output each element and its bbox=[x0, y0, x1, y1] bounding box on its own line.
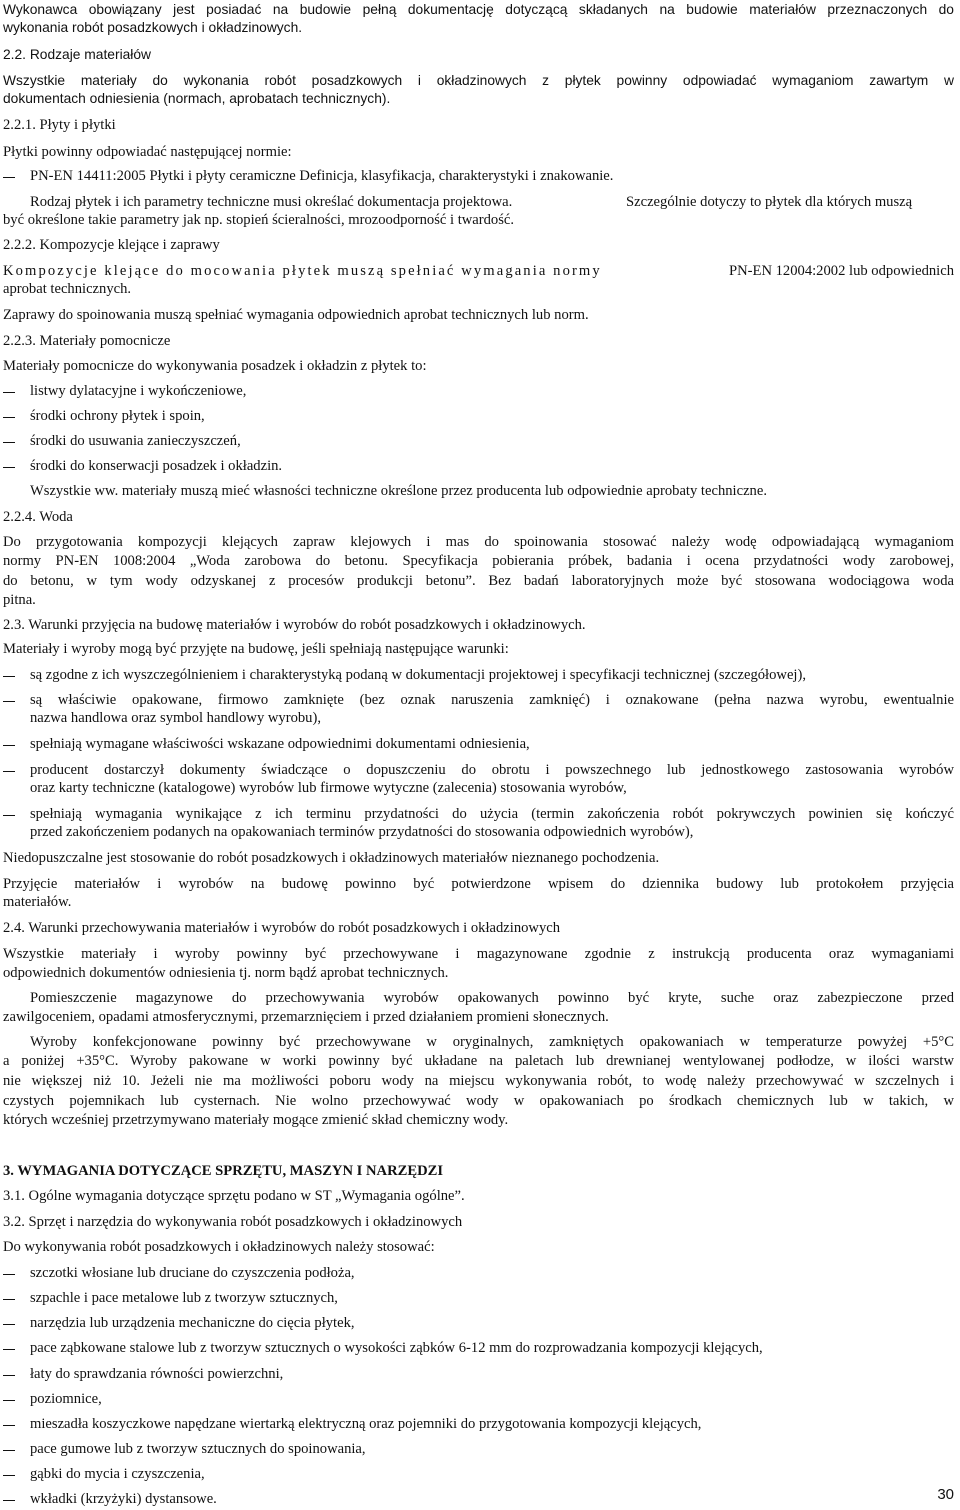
bullet-dash bbox=[3, 1349, 15, 1350]
bullet-dash bbox=[3, 1299, 15, 1300]
paragraph-line: Szczególnie dotyczy to płytek dla których muszą bbox=[626, 194, 913, 210]
section-heading-2-2-4: 2.2.4. Woda bbox=[3, 509, 73, 525]
list-item-continuation: oraz karty techniczne (katalogowe) wyrobów lub firmowe wytyczne (zalecenia) stosowania wyrobów, bbox=[30, 780, 627, 796]
section-heading-3-1: 3.1. Ogólne wymagania dotyczące sprzętu podano w ST „Wymagania ogólne”. bbox=[3, 1188, 465, 1204]
paragraph-line: Wszystkie materiały i wyroby powinny być przechowywane i magazynowane zgodnie z instrukcją producenta oraz wymaganiami bbox=[3, 946, 954, 962]
paragraph-line: których wcześniej przetrzymywano materiały mogące zmienić skład chemiczny wody. bbox=[3, 1112, 509, 1128]
list-item: łaty do sprawdzania równości powierzchni, bbox=[30, 1366, 284, 1382]
bullet-dash bbox=[3, 1425, 15, 1426]
bullet-item: PN-EN 14411:2005 Płytki i płyty ceramiczne Definicja, klasyfikacja, charakterystyki i znakowanie. bbox=[30, 168, 614, 184]
list-item: producent dostarczył dokumenty świadczące o dopuszczeniu do obrotu i powszechnego lub jednostkowego zastosowania wyrobów bbox=[30, 762, 954, 778]
chapter-heading-3: 3. WYMAGANIA DOTYCZĄCE SPRZĘTU, MASZYN I NARZĘDZI bbox=[3, 1163, 444, 1179]
list-item: poziomnice, bbox=[30, 1391, 102, 1407]
bullet-dash bbox=[3, 1375, 15, 1376]
list-item-continuation: przed zakończeniem podanych na opakowaniach terminów przydatności do stosowania odpowiednich wyrobów), bbox=[30, 824, 694, 840]
list-item: listwy dylatacyjne i wykończeniowe, bbox=[30, 383, 247, 399]
paragraph-line: nie większej niż 10. Jeżeli nie ma możliwości poboru wody na miejscu wykonywania robót, to wodę należy przechowywać w szczelnych i bbox=[3, 1073, 954, 1089]
list-item: są właściwie opakowane, firmowo zamknięte (bez oznak naruszenia zamknięć) i oznakowane (pełna nazwa wyrobu, ewentualnie bbox=[30, 692, 954, 708]
list-item: spełniają wymagane właściwości wskazane odpowiednimi dokumentami odniesienia, bbox=[30, 736, 530, 752]
paragraph-line: normy PN-EN 1008:2004 „Woda zarobowa do betonu. Specyfikacja pobierania próbek, badania i ocena przydatności wody zarobowej, bbox=[3, 553, 954, 569]
paragraph-line: zawilgoceniem, opadami atmosferycznymi, przemarznięciem i przed działaniem promieni słonecznych. bbox=[3, 1009, 609, 1025]
paragraph-line: Płytki powinny odpowiadać następującej normie: bbox=[3, 144, 292, 160]
bullet-dash bbox=[3, 467, 15, 468]
bullet-dash bbox=[3, 177, 15, 178]
bullet-dash bbox=[3, 1324, 15, 1325]
paragraph-line: Przyjęcie materiałów i wyrobów na budowę powinno być potwierdzone wpisem do dziennika budowy lub protokołem przyjęcia bbox=[3, 876, 954, 892]
paragraph-spaced-text: Kompozycje klejące do mocowania płytek muszą spełniać wymagania normy bbox=[3, 263, 602, 279]
list-item: wkładki (krzyżyki) dystansowe. bbox=[30, 1491, 217, 1507]
paragraph-line: Zaprawy do spoinowania muszą spełniać wymagania odpowiednich aprobat technicznych lub norm. bbox=[3, 307, 589, 323]
list-item: środki do usuwania zanieczyszczeń, bbox=[30, 433, 241, 449]
paragraph-line: pitna. bbox=[3, 592, 36, 608]
paragraph-line: Materiały i wyroby mogą być przyjęte na budowę, jeśli spełniają następujące warunki: bbox=[3, 641, 509, 657]
bullet-dash bbox=[3, 1450, 15, 1451]
intro-line-1: Wykonawca obowiązany jest posiadać na budowie pełną dokumentację dotyczącą składanych na budowie materiałów przeznaczonych do bbox=[3, 2, 954, 17]
paragraph-line: Wszystkie materiały do wykonania robót posadzkowych i okładzinowych z płytek powinny odpowiadać wymaganiom zawartym w bbox=[3, 73, 954, 88]
paragraph-line: Niedopuszczalne jest stosowanie do robót posadzkowych i okładzinowych materiałów nieznanego pochodzenia. bbox=[3, 850, 660, 866]
bullet-dash bbox=[3, 417, 15, 418]
bullet-dash bbox=[3, 1475, 15, 1476]
section-heading-2-2-3: 2.2.3. Materiały pomocnicze bbox=[3, 333, 171, 349]
list-item: mieszadła koszyczkowe napędzane wiertarką elektryczną oraz pojemniki do przygotowania kompozycji klejących, bbox=[30, 1416, 702, 1432]
section-heading-2-4: 2.4. Warunki przechowywania materiałów i wyrobów do robót posadzkowych i okładzinowych bbox=[3, 920, 561, 936]
paragraph-line: materiałów. bbox=[3, 894, 72, 910]
paragraph-line: Do wykonywania robót posadzkowych i okładzinowych należy stosować: bbox=[3, 1239, 435, 1255]
paragraph-line: czystych pojemnikach lub cysternach. Nie wolno przechowywać wody w opakowaniach po środkach chemicznych lub w takich, w bbox=[3, 1093, 954, 1109]
paragraph-line: Rodzaj płytek i ich parametry techniczne musi określać dokumentacja projektowa. bbox=[30, 194, 513, 210]
list-item-continuation: nazwa handlowa oraz symbol handlowy wyrobu), bbox=[30, 710, 321, 726]
paragraph-line: Wyroby konfekcjonowane powinny być przechowywane w oryginalnych, zamkniętych opakowaniach w temperaturze powyżej +5°C bbox=[30, 1034, 954, 1050]
list-item: środki do konserwacji posadzek i okładzin. bbox=[30, 458, 283, 474]
list-item: są zgodne z ich wyszczególnieniem i charakterystyką podaną w dokumentacji projektowej i specyfikacji technicznej (szczegółowej), bbox=[30, 667, 806, 683]
list-item: szczotki włosiane lub druciane do czyszczenia podłoża, bbox=[30, 1265, 355, 1281]
bullet-dash bbox=[3, 392, 15, 393]
bullet-dash bbox=[3, 771, 15, 772]
list-item: pace ząbkowane stalowe lub z tworzyw sztucznych o wysokości ząbków 6-12 mm do rozprowadzania kompozycji klejących, bbox=[30, 1340, 763, 1356]
paragraph-line: dokumentach odniesienia (normach, aprobatach technicznych). bbox=[3, 91, 391, 106]
list-item: narzędzia lub urządzenia mechaniczne do cięcia płytek, bbox=[30, 1315, 355, 1331]
page-number: 30 bbox=[937, 1486, 954, 1503]
bullet-dash bbox=[3, 1500, 15, 1501]
paragraph-line: Materiały pomocnicze do wykonywania posadzek i okładzin z płytek to: bbox=[3, 358, 427, 374]
bullet-dash bbox=[3, 1400, 15, 1401]
section-heading-2-2: 2.2. Rodzaje materiałów bbox=[3, 47, 152, 62]
paragraph-line: Pomieszczenie magazynowe do przechowywania wyrobów opakowanych powinno być kryte, suche oraz zabezpieczone przed bbox=[30, 990, 954, 1006]
paragraph-line: do betonu, w tym wody odzyskanej z procesów produkcji betonu”. Bez badań laboratoryjnych może być stosowana wodociągowa woda bbox=[3, 573, 954, 589]
bullet-dash bbox=[3, 676, 15, 677]
paragraph-line: a poniżej +35°C. Wyroby pakowane w worki powinny być układane na paletach lub drewnianej wentylowanej podłodze, w ilości warstw bbox=[3, 1053, 954, 1069]
bullet-dash bbox=[3, 701, 15, 702]
section-heading-2-2-1: 2.2.1. Płyty i płytki bbox=[3, 117, 116, 133]
bullet-dash bbox=[3, 442, 15, 443]
paragraph-line: być określone takie parametry jak np. stopień ścieralności, mrozoodporność i twardość. bbox=[3, 212, 515, 228]
list-item: gąbki do mycia i czyszczenia, bbox=[30, 1466, 205, 1482]
bullet-dash bbox=[3, 745, 15, 746]
list-item: środki ochrony płytek i spoin, bbox=[30, 408, 205, 424]
paragraph-line: odpowiednich dokumentów odniesienia tj. norm bądź aprobat technicznych. bbox=[3, 965, 449, 981]
section-heading-2-2-2: 2.2.2. Kompozycje klejące i zaprawy bbox=[3, 237, 220, 253]
paragraph-line: Wszystkie ww. materiały muszą mieć własności techniczne określone przez producenta lub odpowiednie aprobaty techniczne. bbox=[30, 483, 767, 499]
list-item: spełniają wymagania wynikające z ich terminu przydatności do użycia (termin zakończenia robót pokrywczych powinien się kończyć bbox=[30, 806, 954, 822]
paragraph-line: aprobat technicznych. bbox=[3, 281, 132, 297]
bullet-dash bbox=[3, 1274, 15, 1275]
section-heading-2-3: 2.3. Warunki przyjęcia na budowę materiałów i wyrobów do robót posadzkowych i okładzinowych. bbox=[3, 617, 586, 633]
paragraph-line: Do przygotowania kompozycji klejących zapraw klejowych i mas do spoinowania stosować należy wodę odpowiadającą wymaganiom bbox=[3, 534, 954, 550]
bullet-dash bbox=[3, 815, 15, 816]
section-heading-3-2: 3.2. Sprzęt i narzędzia do wykonywania robót posadzkowych i okładzinowych bbox=[3, 1214, 463, 1230]
list-item: szpachle i pace metalowe lub z tworzyw sztucznych, bbox=[30, 1290, 338, 1306]
list-item: pace gumowe lub z tworzyw sztucznych do spoinowania, bbox=[30, 1441, 366, 1457]
paragraph-line: PN-EN 12004:2002 lub odpowiednich bbox=[729, 263, 954, 279]
intro-line-2: wykonania robót posadzkowych i okładzinowych. bbox=[3, 20, 303, 35]
